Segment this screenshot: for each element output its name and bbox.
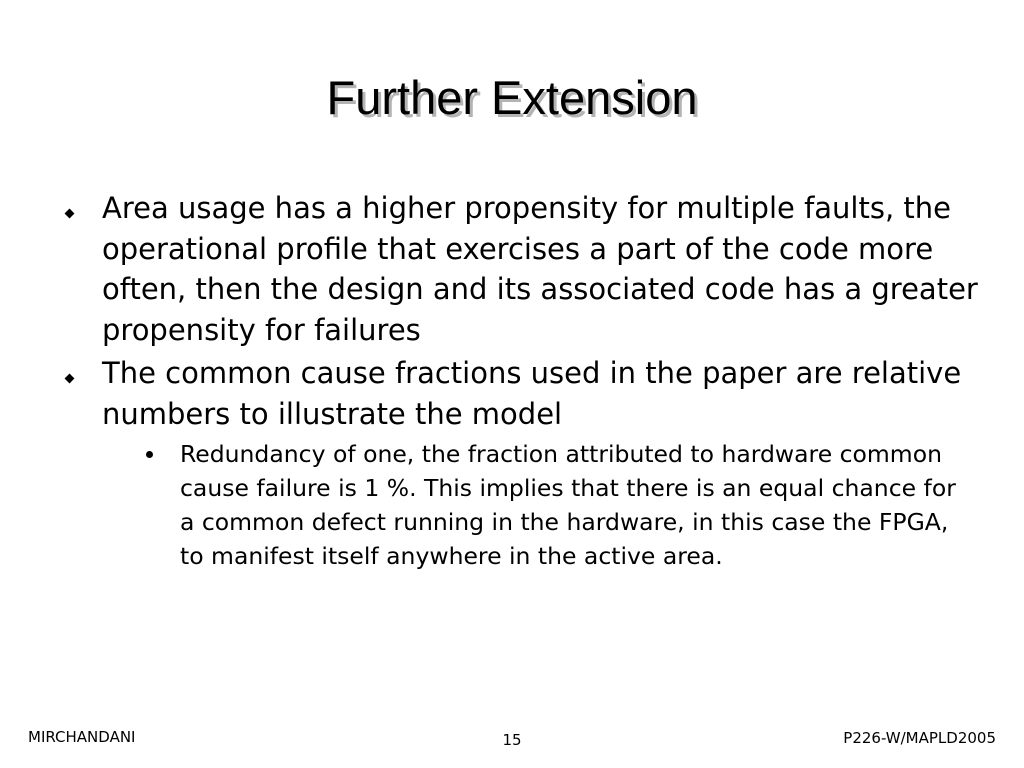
bullet-text-2: The common cause fractions used in the paper are relative numbers to illustrate the model [102, 356, 962, 431]
bullet-text-1: Area usage has a higher propensity for multiple faults, the operational profile that exercises a part of the code more often, then the design and its associated code has a greater propensity for failures [102, 191, 978, 347]
bullet-item-2 [58, 353, 978, 434]
diamond-bullet-icon [65, 374, 75, 384]
round-bullet-icon [146, 451, 153, 458]
slide-title: Further Extension [326, 71, 698, 124]
slide-body [58, 188, 978, 573]
sub-bullet-text-1: Redundancy of one, the fraction attributed to hardware common cause failure is 1 %. This implies that there is an equal chance for a common defect running in the hardware, in this case the FPGA, to manifest itself anywhere in the active area. [180, 440, 956, 570]
diamond-bullet-icon [65, 209, 75, 219]
footer-author: MIRCHANDANI [28, 728, 136, 746]
sub-bullet-item-1 [146, 437, 978, 573]
footer-page-number: 15 [502, 731, 522, 749]
footer-reference: P226-W/MAPLD2005 [843, 729, 996, 747]
bullet-item-1 [58, 188, 978, 350]
